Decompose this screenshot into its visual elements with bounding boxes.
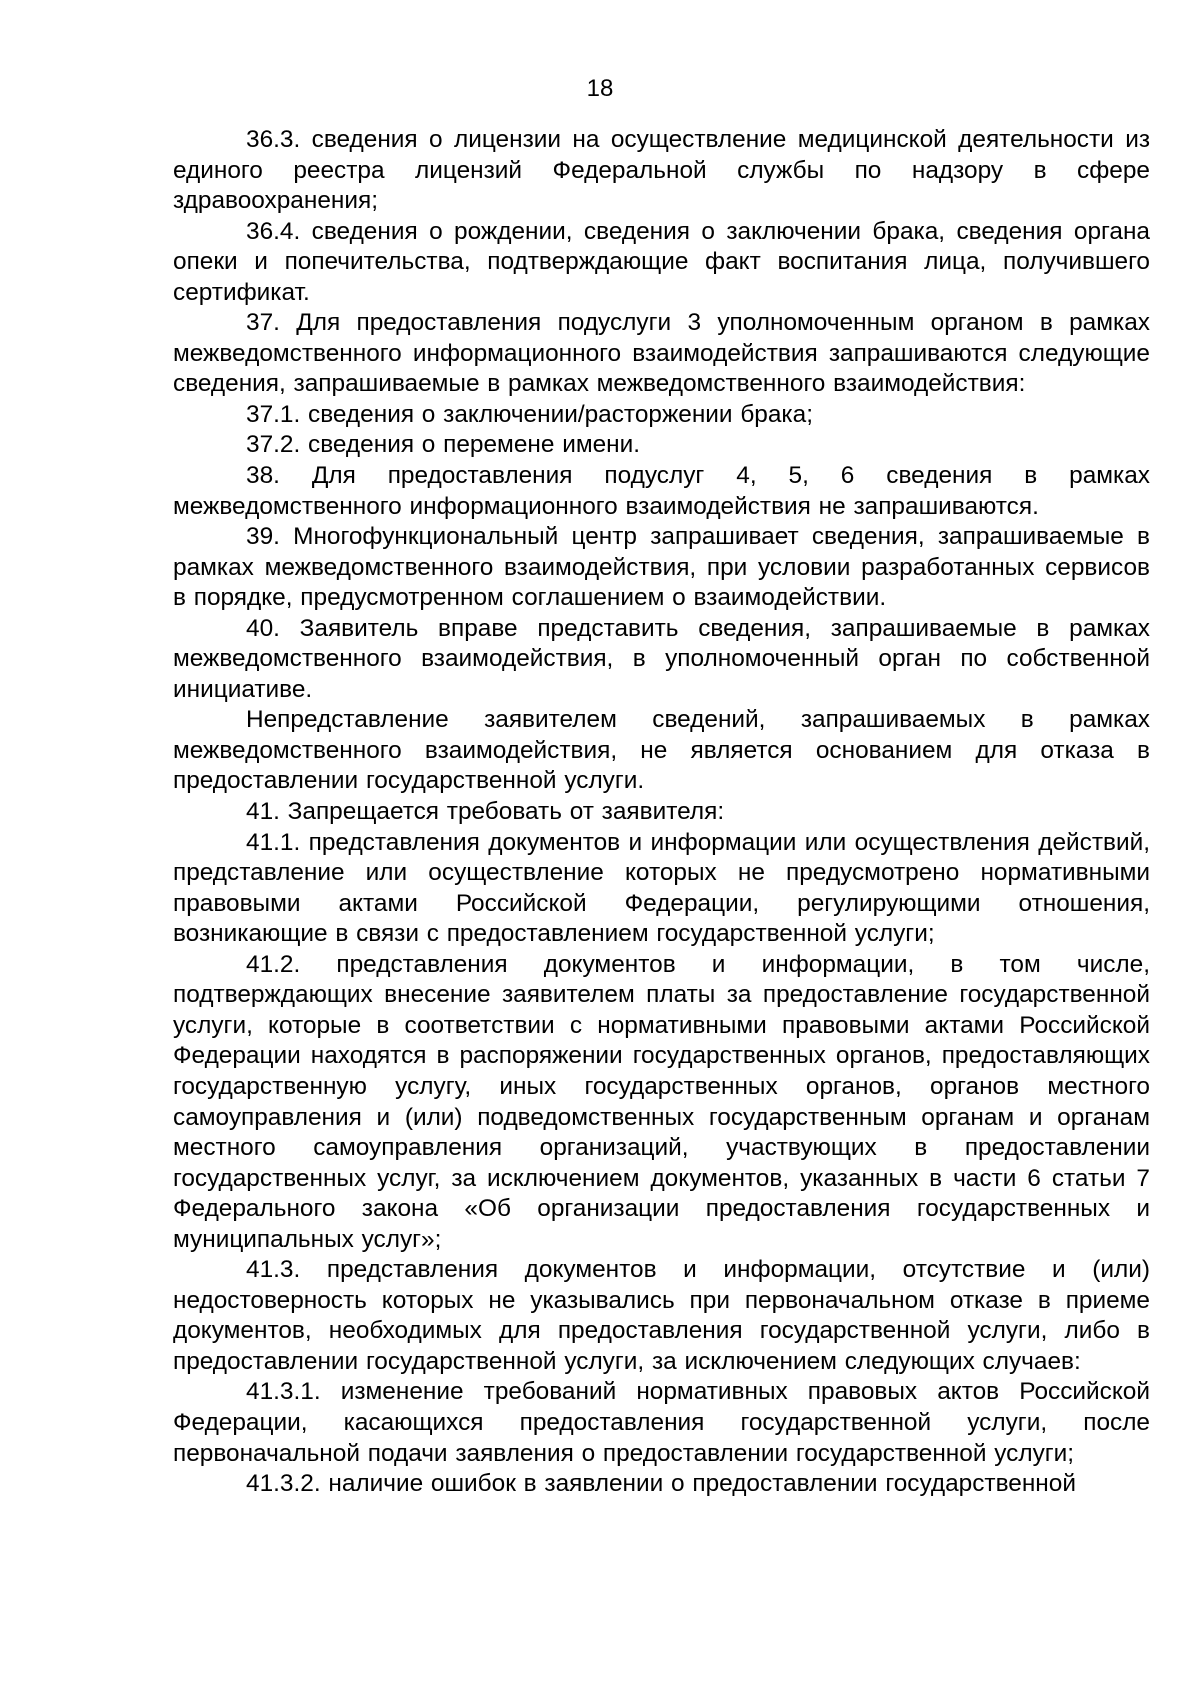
paragraph-41-3: 41.3. представления документов и информации, отсутствие и (или) недостоверность которых не указывались при первоначальном отказе в приеме документов, необходимых для предоставления государственной услуги, либо в предоставлении государственной услуги, за исключением следующих случаев: [173,1256,1150,1375]
paragraph-37-2: 37.2. сведения о перемене имени. [246,431,641,459]
paragraph-41-3-2: 41.3.2. наличие ошибок в заявлении о предоставлении государственной [246,1470,1076,1498]
paragraph-37-1: 37.1. сведения о заключении/расторжении брака; [246,400,813,428]
document-body [173,125,1150,1500]
paragraph-36-4: 36.4. сведения о рождении, сведения о заключении брака, сведения органа опеки и попечительства, подтверждающие факт воспитания лица, получившего сертификат. [173,217,1150,306]
page-number: 18 [586,75,614,102]
paragraph-41-1: 41.1. представления документов и информации или осуществления действий, представление или осуществление которых не предусмотрено нормативными правовыми актами Российской Федерации, регулирующими отношения, возникающие в связи с предоставлением государственной услуги; [173,828,1150,948]
paragraph-38: 38. Для предоставления подуслуг 4, 5, 6 сведения в рамках межведомственного информационного взаимодействия не запрашиваются. [173,462,1150,520]
paragraph-41-3-1: 41.3.1. изменение требований нормативных правовых актов Российской Федерации, касающихся предоставления государственной услуги, после первоначальной подачи заявления о предоставлении государственной услуги; [173,1378,1150,1467]
paragraph-40-note: Непредставление заявителем сведений, запрашиваемых в рамках межведомственного взаимодействия, не является основанием для отказа в предоставлении государственной услуги. [173,706,1150,795]
paragraph-40: 40. Заявитель вправе представить сведения, запрашиваемые в рамках межведомственного взаимодействия, в уполномоченный орган по собственной инициативе. [173,614,1150,703]
paragraph-39: 39. Многофункциональный центр запрашивает сведения, запрашиваемые в рамках межведомственного взаимодействия, при условии разработанных сервисов в порядке, предусмотренном соглашением о взаимодействии. [173,523,1150,612]
paragraph-36-3: 36.3. сведения о лицензии на осуществление медицинской деятельности из единого реестра лицензий Федеральной службы по надзору в сфере здравоохранения; [173,126,1150,215]
paragraph-37: 37. Для предоставления подуслуги 3 уполномоченным органом в рамках межведомственного информационного взаимодействия запрашиваются следующие сведения, запрашиваемые в рамках межведомственного взаимодействия: [173,309,1150,398]
paragraph-41: 41. Запрещается требовать от заявителя: [246,798,725,826]
paragraph-41-2: 41.2. представления документов и информации, в том числе, подтверждающих внесение заявителем платы за предоставление государственной услуги, которые в соответствии с нормативными правовыми актами Российской Федерации находятся в распоряжении государственных органов, предоставляющих государственную услугу, иных государственных органов, органов местного самоуправления и (или) подведомственных государственным органам и органам местного самоуправления организаций, участвующих в предоставлении государственных услуг, за исключением документов, указанных в части 6 статьи 7 Федерального закона «Об организации предоставления государственных и муниципальных услуг»; [173,950,1150,1253]
